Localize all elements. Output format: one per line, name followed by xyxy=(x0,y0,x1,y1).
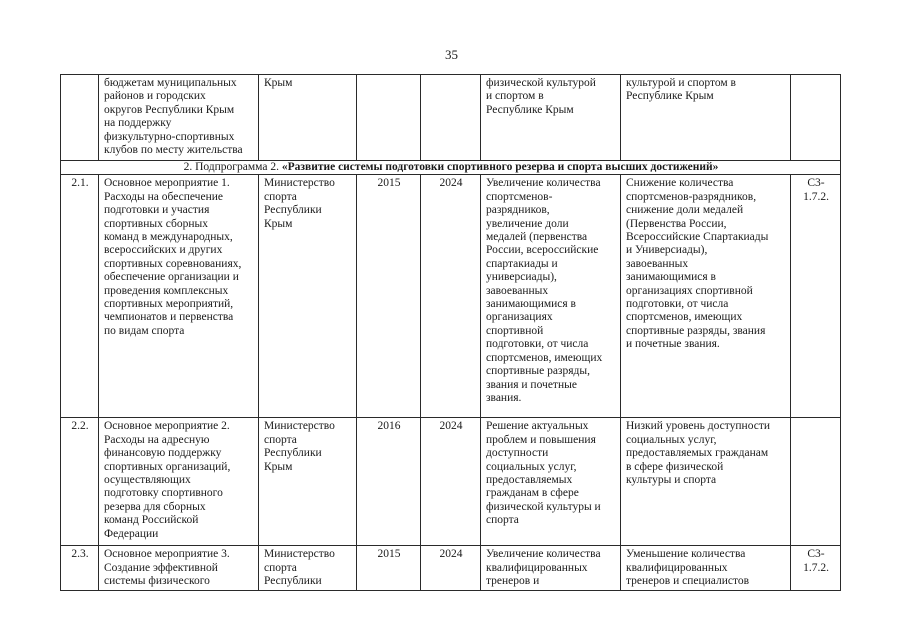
start-year-cell: 2016 xyxy=(357,418,421,546)
table-row xyxy=(61,418,841,546)
page-number: 35 xyxy=(445,47,458,62)
end-year-cell: 2024 xyxy=(421,418,481,546)
expected-result-cell: Решение актуальных проблем и повышения доступности социальных услуг, предоставляемых гражданам в сфере физической культуры и спорта xyxy=(481,418,621,546)
expected-result-cell: Увеличение количества квалифицированных тренеров и xyxy=(481,546,621,590)
end-year-cell: 2024 xyxy=(421,546,481,590)
program-activities-table xyxy=(60,74,841,591)
subprogram-prefix: 2. Подпрограмма 2. xyxy=(183,161,282,173)
consequences-cell: Уменьшение количества квалифицированных тренеров и специалистов xyxy=(621,546,791,590)
executor-cell: Министерство спорта Республики Крым xyxy=(259,418,357,546)
link-cell xyxy=(791,418,841,546)
link-cell: С3-1.7.2. xyxy=(791,175,841,418)
row-number: 2.3. xyxy=(61,546,99,590)
executor-cell: Крым xyxy=(259,75,357,161)
end-year-cell xyxy=(421,75,481,161)
subprogram-name: «Развитие системы подготовки спортивного резерва и спорта высших достижений» xyxy=(281,161,719,173)
start-year-cell: 2015 xyxy=(357,546,421,590)
activity-cell: бюджетам муниципальных районов и городских округов Республики Крым на поддержку физкультурно-спортивных клубов по месту жительства xyxy=(99,75,259,161)
activity-cell: Основное мероприятие 1. Расходы на обеспечение подготовки и участия спортивных сборных команд в международных, всероссийских и других спортивных соревнованиях, обеспечение организации и проведения комплексных спортивных мероприятий, чемпионатов и первенства по видам спорта xyxy=(99,175,259,418)
expected-result-cell: Увеличение количества спортсменов- разрядников, увеличение доли медалей (первенства России, всероссийские спартакиады и универсиады), завоеванных занимающимися в организациях спортивной подготовки, от числа спортсменов, имеющих спортивные разряды, звания и почетные звания. xyxy=(481,175,621,418)
start-year-cell: 2015 xyxy=(357,175,421,418)
end-year-cell: 2024 xyxy=(421,175,481,418)
executor-cell: Министерство спорта Республики xyxy=(259,546,357,590)
row-number xyxy=(61,75,99,161)
row-number: 2.2. xyxy=(61,418,99,546)
subprogram-title xyxy=(61,161,841,175)
start-year-cell xyxy=(357,75,421,161)
consequences-cell: Снижение количества спортсменов-разрядников, снижение доли медалей (Первенства России, Всероссийские Спартакиады и Универсиады), завоеванных занимающимися в организациях спортивной подготовки, от числа спортсменов, имеющих спортивные разряды, звания и почетные звания. xyxy=(621,175,791,418)
expected-result-cell: физической культурой и спортом в Республике Крым xyxy=(481,75,621,161)
table-row xyxy=(61,175,841,418)
table-row-continuation xyxy=(61,75,841,161)
consequences-cell: культурой и спортом в Республике Крым xyxy=(621,75,791,161)
executor-cell: Министерство спорта Республики Крым xyxy=(259,175,357,418)
consequences-cell: Низкий уровень доступности социальных услуг, предоставляемых гражданам в сфере физической культуры и спорта xyxy=(621,418,791,546)
activity-cell: Основное мероприятие 2. Расходы на адресную финансовую поддержку спортивных организаций, осуществляющих подготовку спортивного резерва для сборных команд Российской Федерации xyxy=(99,418,259,546)
subprogram-header-row xyxy=(61,161,841,175)
activity-cell: Основное мероприятие 3. Создание эффективной системы физического xyxy=(99,546,259,590)
row-number: 2.1. xyxy=(61,175,99,418)
table-row xyxy=(61,546,841,590)
link-cell: С3-1.7.2. xyxy=(791,546,841,590)
link-cell xyxy=(791,75,841,161)
